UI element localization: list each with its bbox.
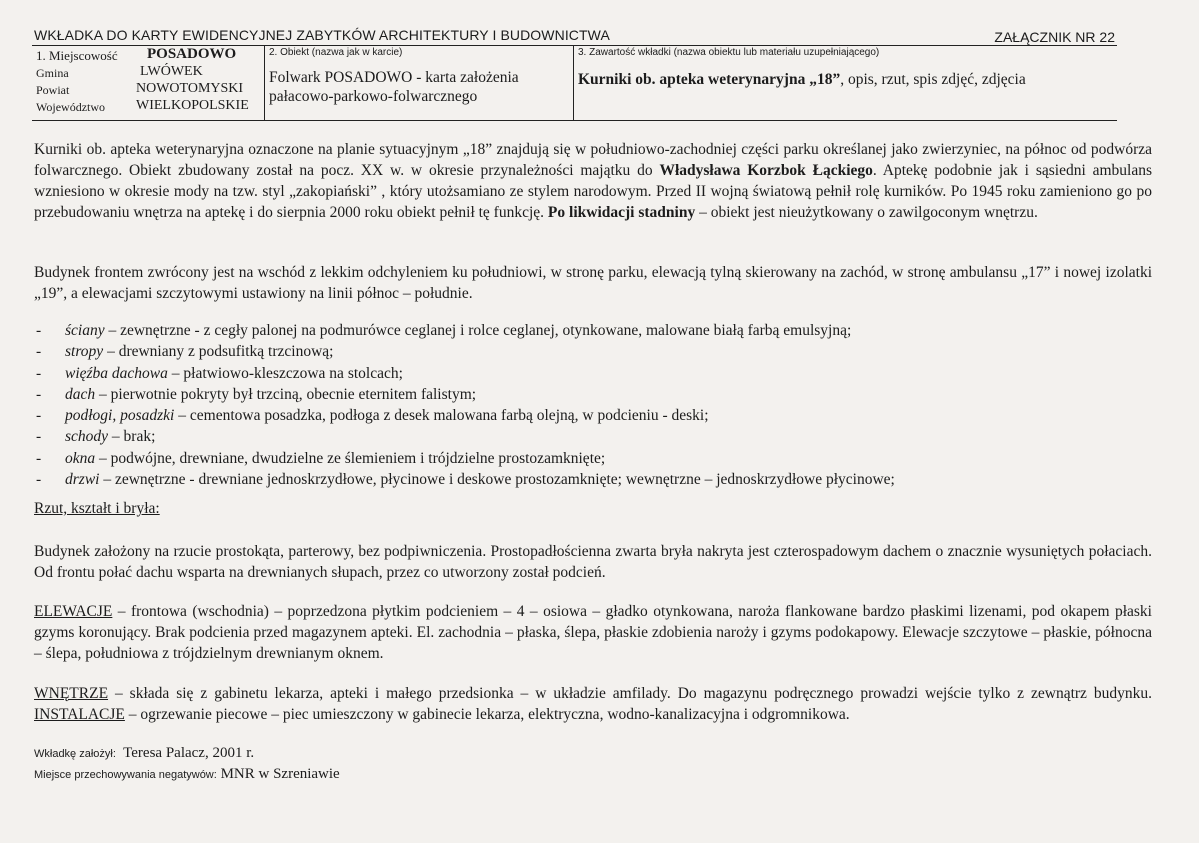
list-term: dach (65, 385, 96, 403)
list-dash: - (36, 364, 42, 382)
content-rest: , opis, rzut, spis zdjęć, zdjęcia (840, 71, 1026, 88)
interior-paragraph (34, 683, 1152, 725)
storage-line (34, 766, 340, 783)
interior-text: – składa się z gabinetu lekarza, apteki i małego przedsionka – w układzie amfilady. Do magazynu podręcznego prowadzi wejście tylko z zewnątrz budynku. (108, 685, 1152, 702)
p1-text-c: . Aptekę podobnie jak i sąsiedni ambulans wzniesiono w okresie mody na tzw. styl „zakopiański” , który utożsamiano ze stylem narodowym. Przed II wojną światową pełnił rolę kurników. Po 1945 roku zamieniono go po przebudowaniu wnętrza na aptekę i do sierpnia 2000 roku obiekt pełnił tę funkcję. (34, 162, 1152, 221)
content-label: 3. Zawartość wkładki (nazwa obiektu lub materiału uzupełniającego) (578, 47, 880, 58)
list-text: – płatwiowo-kleszczowa na stolcach; (167, 364, 403, 382)
list-dash: - (36, 322, 42, 339)
column-divider-2 (573, 45, 574, 121)
gmina-label: Gmina (36, 66, 69, 80)
elevations-term: ELEWACJE (34, 603, 113, 620)
list-term: więźba dachowa (65, 364, 168, 382)
owner-name: Władysława Korzbok Łąckiego (659, 162, 873, 179)
object-line-2: pałacowo-parkowo-folwarcznego (269, 88, 478, 105)
history-paragraph (34, 139, 1152, 223)
list-dash: - (36, 428, 42, 446)
list-item (34, 405, 1164, 426)
miejscowosc-value: POSADOWO (147, 46, 237, 62)
list-item (34, 363, 1164, 384)
list-item (34, 320, 1164, 341)
header-bottom-rule (32, 120, 1117, 121)
rzut-heading-text: Rzut, kształt i bryła: (34, 500, 160, 517)
materials-list (34, 320, 1164, 490)
installations-term: INSTALACJE (34, 706, 125, 723)
list-item (34, 469, 1164, 490)
list-item (34, 384, 1164, 405)
section-heading-rzut (34, 498, 1152, 519)
miejscowosc-label: 1. Miejscowość (36, 48, 118, 63)
content-value (578, 70, 1026, 89)
list-item (34, 426, 1164, 447)
plan-paragraph: Budynek założony na rzucie prostokąta, parterowy, bez podpiwniczenia. Prostopadłościenna zwarta bryła nakryta jest czterospadowym dachem o znacznie wysuniętych połaciach. Od frontu połać dachu wsparta na drewnianych słupach, przez co utworzony został podcień. (34, 543, 1152, 581)
storage-label: Miejsce przechowywania negatywów: (34, 769, 217, 781)
elevations-paragraph (34, 601, 1152, 664)
document-title: WKŁADKA DO KARTY EWIDENCYJNEJ ZABYTKÓW ARCHITEKTURY I BUDOWNICTWA (34, 27, 610, 43)
annex-number: ZAŁĄCZNIK NR 22 (994, 29, 1115, 45)
powiat-value: NOWOTOMYSKI (136, 81, 244, 96)
list-text: – brak; (108, 428, 156, 446)
list-dash: - (36, 343, 42, 361)
list-text: – drewniany z podsufitką trzcinową; (103, 343, 334, 361)
list-text: – pierwotnie pokryty był trzciną, obecnie eternitem falistym; (95, 385, 477, 403)
p1-text-e: – obiekt jest nieużytkowany o zawilgoconym wnętrzu. (695, 204, 1038, 221)
content-bold-title: Kurniki ob. apteka weterynaryjna „18” (578, 71, 841, 88)
object-line-1: Folwark POSADOWO - karta założenia (269, 69, 519, 86)
list-term: drzwi (65, 471, 100, 489)
object-label: 2. Obiekt (nazwa jak w karcie) (269, 47, 403, 58)
installations-text: – ogrzewanie piecowe – piec umieszczony w gabinecie lekarza, elektryczna, wodno-kanalizacyjna i odgromnikowa. (124, 706, 850, 723)
interior-term: WNĘTRZE (34, 685, 109, 702)
wojewodztwo-value: WIELKOPOLSKIE (136, 98, 249, 113)
list-dash: - (36, 449, 42, 467)
list-text: – zewnętrzne - drewniane jednoskrzydłowe, płycinowe i deskowe prostozamknięte; wewnętrzne – jednoskrzydłowe płycinowe; (99, 471, 895, 489)
list-dash: - (36, 471, 42, 489)
list-term: schody (65, 428, 109, 446)
p1-bold-d: Po likwidacji stadniny (547, 204, 696, 221)
orientation-paragraph: Budynek frontem zwrócony jest na wschód z lekkim odchyleniem ku południowi, w stronę parku, elewacją tylną skierowany na zachód, w stronę ambulansu „17” i nowej izolatki „19”, a elewacjami szczytowymi ustawiony na linii północ – południe. (34, 264, 1152, 302)
author-label: Wkładkę założył: (34, 748, 116, 760)
author-line (34, 745, 254, 762)
elevations-text: – frontowa (wschodnia) – poprzedzona płytkim podcieniem – 4 – osiowa – gładko otynkowana, naroża flankowane bardzo płaskimi lizenami, pod okapem płaski gzyms koronujący. Brak podcienia przed magazynem apteki. El. zachodnia – płaska, ślepa, płaskie zdobienia naroży i gzyms podokapowy. Elewacje szczytowe – płaskie, północna – ślepa, południowa z trójdzielnym drewnianym oknem. (34, 603, 1152, 662)
author-value: Teresa Palacz, 2001 r. (123, 745, 255, 761)
list-term: stropy (65, 343, 104, 361)
list-text: – podwójne, drewniane, dwudzielne ze ślemieniem i trójdzielne prostozamknięte; (95, 449, 606, 467)
list-term: podłogi, posadzki (65, 407, 175, 425)
column-divider-1 (264, 45, 265, 121)
list-term: ściany (65, 322, 105, 339)
list-item (34, 341, 1164, 362)
list-item (34, 448, 1164, 469)
list-term: okna (65, 449, 96, 467)
list-dash: - (36, 407, 42, 425)
list-dash: - (36, 385, 42, 403)
list-text: – cementowa posadzka, podłoga z desek malowana farbą olejną, w podcieniu - deski; (174, 407, 709, 425)
storage-value: MNR w Szreniawie (220, 766, 340, 782)
list-text: – zewnętrzne - z cegły palonej na podmurówce ceglanej i rolce ceglanej, otynkowane, malowane białą farbą emulsyjną; (104, 322, 852, 339)
powiat-label: Powiat (36, 83, 70, 97)
gmina-value: LWÓWEK (140, 64, 203, 79)
p1-text-a: Kurniki ob. apteka weterynaryjna oznaczone na planie sytuacyjnym „18” znajdują się w południowo-zachodniej części parku określanej jako zwierzyniec, na północ od podwórza folwarcznego. Obiekt zbudowany został na pocz. XX w. w okresie przynależności majątku do (34, 141, 1152, 179)
wojewodztwo-label: Województwo (36, 100, 106, 114)
